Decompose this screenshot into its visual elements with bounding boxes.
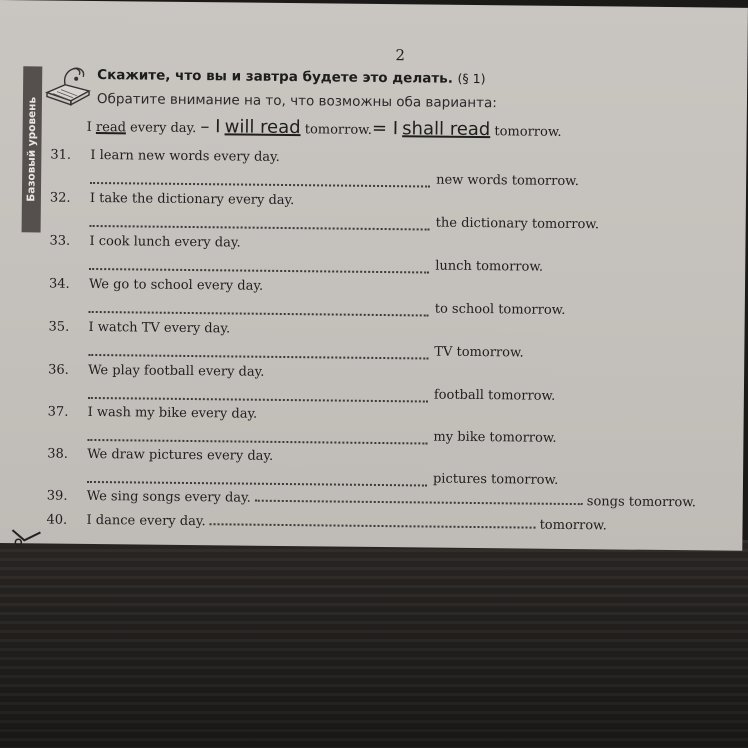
item-ending: the dictionary tomorrow. bbox=[435, 215, 600, 233]
answer-blank[interactable] bbox=[90, 213, 430, 231]
item-ending: songs tomorrow. bbox=[586, 494, 697, 511]
table-surface bbox=[0, 540, 748, 748]
example-tomorrow-2: tomorrow. bbox=[494, 124, 562, 140]
item-number: 34. bbox=[48, 276, 70, 292]
book-icon bbox=[43, 62, 93, 109]
answer-blank[interactable] bbox=[87, 469, 427, 487]
item-number: 35. bbox=[48, 319, 70, 335]
item-sentence: I wash my bike every day. bbox=[87, 404, 258, 422]
example-will-read: will read bbox=[224, 116, 301, 139]
answer-blank[interactable] bbox=[87, 427, 427, 445]
task-title-text: Скажите, что вы и завтра будете это делать. bbox=[97, 67, 453, 87]
item-number: 32. bbox=[49, 190, 71, 206]
example-shall-read: shall read bbox=[402, 118, 491, 141]
task-note: Обратите внимание на то, что возможны оба варианта: bbox=[96, 91, 497, 112]
answer-blank[interactable] bbox=[89, 299, 429, 317]
item-sentence: We draw pictures every day. bbox=[87, 446, 274, 464]
answer-blank[interactable] bbox=[255, 491, 583, 505]
item-ending: to school tomorrow. bbox=[434, 301, 566, 318]
exercise-item-34 bbox=[0, 276, 745, 318]
item-number: 40. bbox=[46, 512, 68, 528]
example-subject: I bbox=[86, 119, 92, 135]
item-sentence-line bbox=[87, 489, 696, 510]
item-sentence-line bbox=[86, 513, 606, 533]
exercise-item-39 bbox=[0, 488, 743, 511]
answer-blank[interactable] bbox=[210, 514, 536, 528]
item-number: 39. bbox=[46, 488, 68, 504]
example-equals: = I bbox=[371, 117, 399, 140]
level-side-tab-label: Базовый уровень bbox=[25, 96, 39, 202]
example-verb-read: read bbox=[95, 120, 127, 136]
item-sentence: I cook lunch every day. bbox=[89, 233, 241, 251]
exercise-item-31 bbox=[0, 147, 746, 190]
item-number: 31. bbox=[50, 147, 72, 163]
section-reference: (§ 1) bbox=[457, 70, 486, 87]
item-ending: my bike tomorrow. bbox=[433, 429, 557, 446]
page-number: 2 bbox=[395, 46, 406, 65]
item-number: 36. bbox=[48, 362, 69, 378]
exercise-item-37 bbox=[0, 404, 744, 446]
example-tomorrow-1: tomorrow. bbox=[304, 122, 373, 138]
example-line bbox=[87, 115, 562, 141]
item-sentence: We sing songs every day. bbox=[86, 488, 251, 506]
item-sentence: We play football every day. bbox=[88, 362, 265, 380]
example-dash: – I bbox=[200, 116, 221, 138]
item-sentence: I dance every day. bbox=[86, 512, 206, 530]
item-ending: pictures tomorrow. bbox=[432, 471, 559, 488]
task-title bbox=[97, 67, 485, 87]
level-side-tab bbox=[22, 66, 43, 232]
exercise-item-38 bbox=[0, 446, 743, 488]
exercise-item-32 bbox=[0, 190, 746, 233]
item-sentence: I take the dictionary every day. bbox=[89, 190, 295, 209]
exercise-item-36 bbox=[0, 362, 744, 404]
item-ending: lunch tomorrow. bbox=[435, 258, 544, 275]
item-sentence: I learn new words every day. bbox=[90, 147, 280, 165]
item-number: 33. bbox=[49, 233, 71, 249]
item-ending: new words tomorrow. bbox=[436, 172, 580, 190]
answer-blank[interactable] bbox=[88, 342, 428, 360]
item-ending: tomorrow. bbox=[539, 517, 607, 534]
exercise-item-33 bbox=[0, 233, 746, 275]
answer-blank[interactable] bbox=[90, 170, 430, 188]
exercise-item-40 bbox=[0, 512, 743, 534]
example-every-day: every day. bbox=[129, 120, 197, 137]
answer-blank[interactable] bbox=[89, 256, 429, 274]
item-sentence: We go to school every day. bbox=[88, 276, 264, 294]
scissors-icon bbox=[10, 526, 50, 548]
item-ending: TV tomorrow. bbox=[434, 344, 524, 361]
answer-blank[interactable] bbox=[88, 385, 428, 403]
item-ending: football tomorrow. bbox=[433, 387, 556, 404]
item-number: 37. bbox=[47, 404, 69, 420]
exercise-item-35 bbox=[0, 319, 745, 361]
item-number: 38. bbox=[47, 446, 69, 462]
item-sentence: I watch TV every day. bbox=[88, 319, 231, 337]
